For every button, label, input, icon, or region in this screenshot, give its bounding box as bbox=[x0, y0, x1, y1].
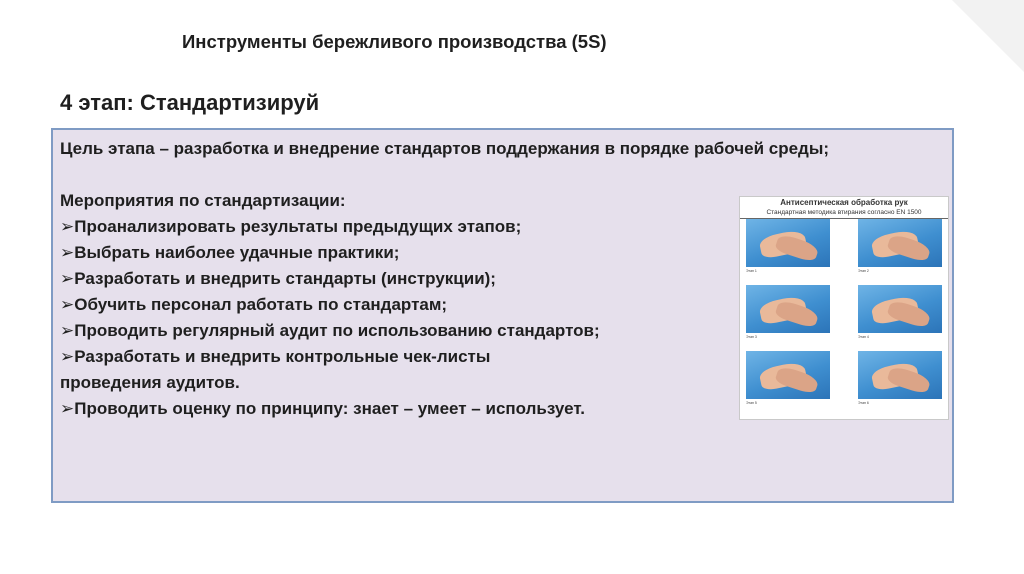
arrow-bullet-icon: ➢ bbox=[60, 243, 75, 262]
poster-step bbox=[858, 219, 942, 281]
hands-photo-icon bbox=[746, 351, 830, 399]
hands-photo-icon bbox=[746, 219, 830, 267]
list-item-continuation: проведения аудитов. bbox=[60, 373, 240, 392]
arrow-bullet-icon: ➢ bbox=[60, 295, 75, 314]
hands-photo-icon bbox=[858, 219, 942, 267]
poster-step bbox=[858, 351, 942, 413]
poster-step bbox=[858, 285, 942, 347]
poster-step bbox=[746, 351, 830, 413]
goal-text: Цель этапа – разработка и внедрение стандартов поддержания в порядке рабочей среды; bbox=[60, 139, 830, 158]
step-caption: Этап 5 bbox=[746, 401, 757, 405]
step-caption: Этап 1 bbox=[746, 269, 757, 273]
hands-photo-icon bbox=[746, 285, 830, 333]
arrow-bullet-icon: ➢ bbox=[60, 321, 75, 340]
poster-step bbox=[746, 219, 830, 281]
poster-step bbox=[746, 285, 830, 347]
list-item: ➢Выбрать наиболее удачные практики; bbox=[60, 243, 400, 262]
step-caption: Этап 3 bbox=[746, 335, 757, 339]
hands-photo-icon bbox=[858, 351, 942, 399]
step-caption: Этап 2 bbox=[858, 269, 869, 273]
hands-photo-icon bbox=[858, 285, 942, 333]
poster-title: Антисептическая обработка рук bbox=[780, 198, 908, 207]
arrow-bullet-icon: ➢ bbox=[60, 269, 75, 288]
poster-subtitle: Стандартная методика втирания согласно EN 1500 bbox=[740, 209, 948, 219]
corner-decoration bbox=[952, 0, 1024, 72]
spacer bbox=[60, 162, 860, 188]
step-caption: Этап 4 bbox=[858, 335, 869, 339]
list-item: ➢Разработать и внедрить стандарты (инструкции); bbox=[60, 269, 496, 288]
list-item: ➢Обучить персонал работать по стандартам; bbox=[60, 295, 448, 314]
list-item: ➢Проанализировать результаты предыдущих этапов; bbox=[60, 217, 522, 236]
activities-heading: Мероприятия по стандартизации: bbox=[60, 191, 346, 210]
list-item: ➢Разработать и внедрить контрольные чек-листы bbox=[60, 347, 491, 366]
hand-hygiene-poster bbox=[739, 196, 949, 420]
list-item: ➢Проводить регулярный аудит по использованию стандартов; bbox=[60, 321, 600, 340]
arrow-bullet-icon: ➢ bbox=[60, 217, 75, 236]
arrow-bullet-icon: ➢ bbox=[60, 347, 75, 366]
list-item: ➢Проводить оценку по принципу: знает – умеет – использует. bbox=[60, 399, 585, 418]
step-caption: Этап 6 bbox=[858, 401, 869, 405]
presentation-title: Инструменты бережливого производства (5S) bbox=[182, 31, 607, 52]
arrow-bullet-icon: ➢ bbox=[60, 399, 75, 418]
stage-title: 4 этап: Стандартизируй bbox=[60, 90, 320, 115]
